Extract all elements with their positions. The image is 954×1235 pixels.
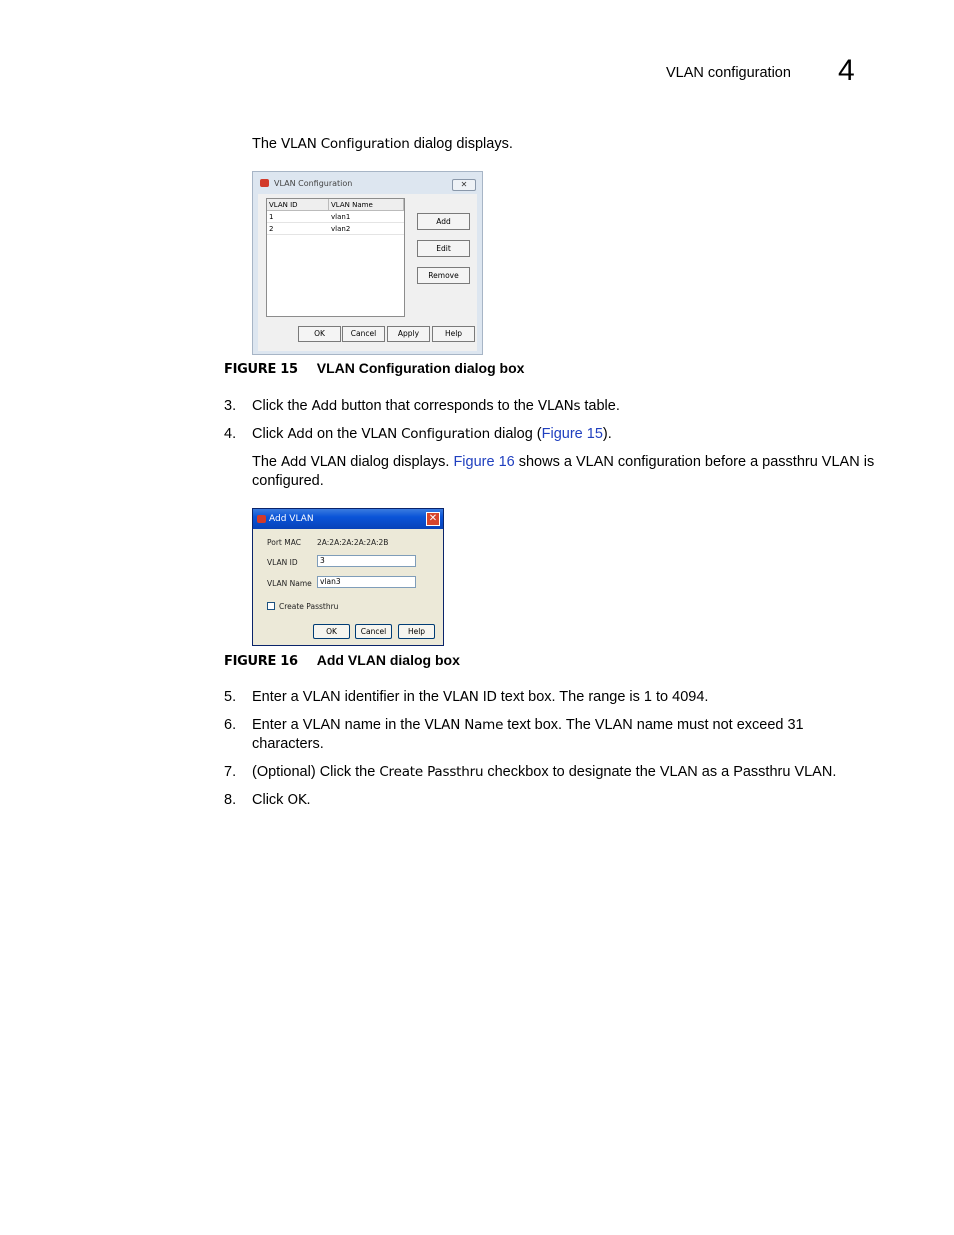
- text: dialog displays.: [346, 454, 454, 470]
- help-button[interactable]: Help: [398, 624, 435, 639]
- ui-term: Add VLAN: [281, 454, 347, 470]
- column-header-vlan-name[interactable]: VLAN Name: [329, 199, 404, 211]
- step-number: 6.: [224, 717, 237, 733]
- close-icon[interactable]: ✕: [426, 512, 440, 526]
- text: The: [252, 136, 282, 152]
- text: dialog displays.: [409, 136, 513, 152]
- text: dialog (: [490, 426, 542, 442]
- step-text: [252, 791, 877, 810]
- step-number: 5.: [224, 689, 237, 705]
- table-cell-name[interactable]: vlan2: [329, 223, 404, 235]
- step-text: [252, 716, 812, 754]
- vlan-configuration-dialog: [252, 171, 483, 355]
- step-number: 7.: [224, 764, 237, 780]
- table-cell-name[interactable]: vlan1: [329, 211, 404, 223]
- ui-term: Add: [287, 426, 313, 442]
- ui-term: OK: [287, 792, 307, 808]
- cancel-button[interactable]: Cancel: [342, 326, 385, 342]
- add-button[interactable]: Add: [417, 213, 470, 230]
- step-number: 4.: [224, 426, 237, 442]
- text: Click: [252, 426, 288, 442]
- table-cell-id[interactable]: 2: [267, 223, 329, 235]
- dialog-title: VLAN Configuration: [274, 179, 353, 188]
- text: table.: [580, 398, 620, 414]
- text: Enter a VLAN identifier in the: [252, 689, 444, 705]
- port-mac-label: Port MAC: [267, 538, 301, 547]
- figure-15-link[interactable]: Figure 15: [541, 426, 603, 442]
- intro-paragraph: [252, 135, 513, 154]
- app-icon: [257, 515, 266, 523]
- create-passthru-checkbox[interactable]: [267, 602, 275, 610]
- dialog-titlebar: [253, 509, 443, 529]
- vlan-name-label: VLAN Name: [267, 579, 312, 588]
- step-text: [252, 688, 877, 707]
- figure-caption-text: VLAN Configuration dialog box: [316, 360, 525, 376]
- text: shows a VLAN configuration before a passthru VLAN is configured.: [252, 454, 875, 489]
- text: text box. The range is 1 to 4094.: [496, 689, 709, 705]
- apply-button[interactable]: Apply: [387, 326, 430, 342]
- ui-term: VLAN ID: [443, 689, 497, 705]
- ok-button[interactable]: OK: [298, 326, 341, 342]
- text: The: [252, 454, 282, 470]
- text: Enter a VLAN name in the: [252, 717, 425, 733]
- port-mac-value: 2A:2A:2A:2A:2A:2B: [317, 538, 389, 547]
- figure-label: FIGURE 15: [224, 362, 298, 377]
- step-text: [252, 425, 877, 444]
- text: text box. The VLAN name must not exceed 31 characters.: [252, 717, 804, 752]
- text: ).: [602, 426, 612, 442]
- ok-button[interactable]: OK: [313, 624, 350, 639]
- ui-term: VLAN Configuration: [281, 136, 410, 152]
- add-vlan-dialog: [252, 508, 444, 646]
- column-header-vlan-id[interactable]: VLAN ID: [267, 199, 329, 211]
- help-button[interactable]: Help: [432, 326, 475, 342]
- text: Click the: [252, 398, 312, 414]
- figure-caption: [224, 360, 524, 377]
- ui-term: VLAN Name: [424, 717, 504, 733]
- text: (Optional) Click the: [252, 764, 380, 780]
- text: on the: [313, 426, 362, 442]
- ui-term: VLAN Configuration: [361, 426, 491, 442]
- remove-button[interactable]: Remove: [417, 267, 470, 284]
- dialog-body: [258, 194, 477, 351]
- add-vlan-note: [252, 453, 877, 491]
- step-number: 8.: [224, 792, 237, 808]
- text: button that corresponds to the: [337, 398, 538, 414]
- step-number: 3.: [224, 398, 237, 414]
- ui-term: Add: [311, 398, 338, 414]
- figure-caption-text: Add VLAN dialog box: [316, 652, 460, 668]
- ui-term: VLANs: [537, 398, 581, 414]
- dialog-title: Add VLAN: [269, 514, 314, 524]
- vlan-id-label: VLAN ID: [267, 558, 298, 567]
- figure-label: FIGURE 16: [224, 654, 298, 669]
- edit-button[interactable]: Edit: [417, 240, 470, 257]
- ui-term: Create Passthru: [379, 764, 484, 780]
- dialog-titlebar: [253, 172, 482, 194]
- text: checkbox to designate the VLAN as a Passthru VLAN.: [483, 764, 837, 780]
- text: .: [306, 792, 311, 808]
- step-text: [252, 763, 877, 782]
- cancel-button[interactable]: Cancel: [355, 624, 392, 639]
- vlan-id-field[interactable]: 3: [317, 555, 416, 567]
- vlan-name-field[interactable]: vlan3: [317, 576, 416, 588]
- step-text: [252, 397, 877, 416]
- table-cell-id[interactable]: 1: [267, 211, 329, 223]
- app-icon: [260, 179, 269, 187]
- figure-16-link[interactable]: Figure 16: [453, 454, 515, 470]
- chapter-number: 4: [838, 54, 855, 87]
- running-header-title: VLAN configuration: [666, 65, 791, 81]
- text: Click: [252, 792, 288, 808]
- vlans-table[interactable]: [266, 198, 405, 317]
- close-icon[interactable]: ✕: [452, 179, 476, 191]
- create-passthru-label[interactable]: Create Passthru: [279, 602, 339, 611]
- figure-caption: [224, 652, 460, 669]
